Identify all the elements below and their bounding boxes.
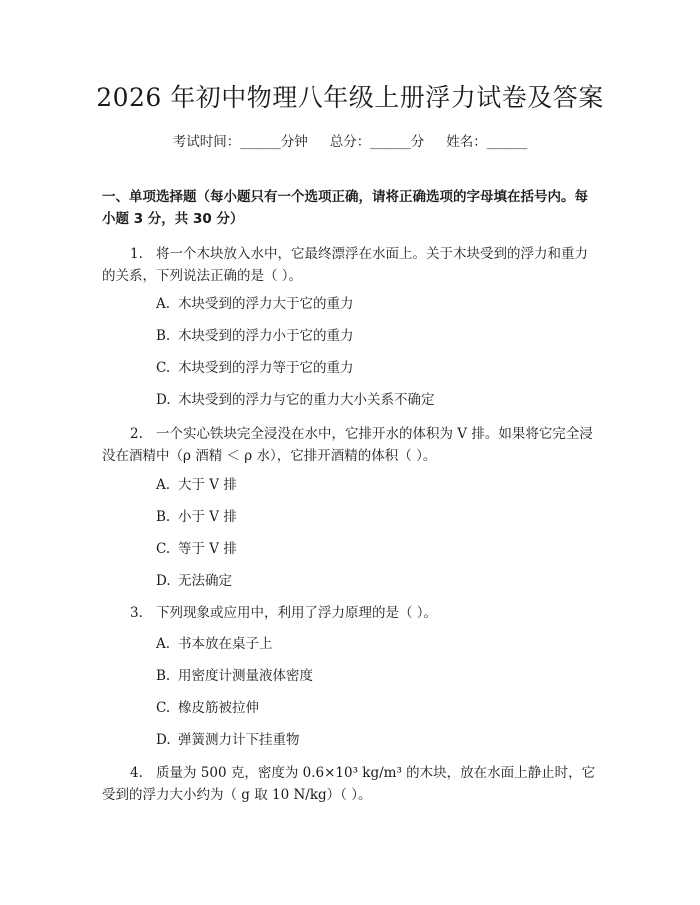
- question-2-option-d: [156, 571, 232, 591]
- question-3-option-b: [156, 666, 313, 686]
- question-1-option-d: [156, 390, 435, 410]
- exam-meta: [0, 132, 700, 152]
- question-2-option-a: [156, 475, 237, 495]
- question-1: [102, 243, 600, 287]
- total-score-field: 总分：______分: [329, 134, 425, 150]
- option-text: 弹簧测力计下挂重物: [178, 732, 300, 748]
- question-3-option-a: [156, 634, 273, 654]
- exam-time-field: 考试时间：______分钟: [172, 134, 308, 150]
- option-text: 木块受到的浮力等于它的重力: [178, 360, 354, 376]
- option-letter: A.: [156, 636, 171, 652]
- option-text: 橡皮筋被拉伸: [178, 700, 259, 716]
- question-2-option-b: [156, 507, 237, 527]
- question-text: 下列现象或应用中，利用了浮力原理的是（ ）。: [156, 605, 438, 621]
- question-2: [102, 423, 600, 467]
- option-letter: A.: [156, 296, 171, 312]
- option-letter: D.: [156, 732, 171, 748]
- option-letter: D.: [156, 573, 171, 589]
- student-name-field: 姓名：______: [446, 134, 528, 150]
- question-number: 4.: [130, 765, 143, 781]
- question-1-option-b: [156, 326, 354, 346]
- option-letter: D.: [156, 392, 171, 408]
- option-letter: C.: [156, 700, 171, 716]
- option-letter: B.: [156, 328, 171, 344]
- question-number: 2.: [130, 426, 143, 442]
- question-4: [102, 762, 600, 806]
- question-text: 将一个木块放入水中，它最终漂浮在水面上。关于木块受到的浮力和重力的关系，下列说法正确的是（ ）。: [102, 246, 588, 284]
- question-number: 1.: [130, 246, 143, 262]
- option-text: 小于 V 排: [178, 509, 237, 525]
- question-3: [102, 602, 600, 624]
- option-text: 用密度计测量液体密度: [178, 668, 313, 684]
- option-letter: C.: [156, 360, 171, 376]
- page-title: 2026 年初中物理八年级上册浮力试卷及答案: [96, 83, 604, 112]
- option-text: 书本放在桌子上: [178, 636, 273, 652]
- option-text: 木块受到的浮力大于它的重力: [178, 296, 354, 312]
- question-3-option-d: [156, 730, 300, 750]
- question-1-option-c: [156, 358, 354, 378]
- question-1-option-a: [156, 294, 354, 314]
- option-letter: B.: [156, 509, 171, 525]
- option-text: 大于 V 排: [178, 477, 237, 493]
- option-letter: A.: [156, 477, 171, 493]
- option-text: 木块受到的浮力与它的重力大小关系不确定: [178, 392, 435, 408]
- option-letter: B.: [156, 668, 171, 684]
- option-text: 等于 V 排: [178, 541, 237, 557]
- question-number: 3.: [130, 605, 143, 621]
- question-text: 质量为 500 克，密度为 0.6×10³ kg/m³ 的木块，放在水面上静止时，它受到的浮力大小约为（ g 取 10 N/kg）（ ）。: [102, 765, 596, 803]
- question-3-option-c: [156, 698, 259, 718]
- option-letter: C.: [156, 541, 171, 557]
- option-text: 无法确定: [178, 573, 232, 589]
- question-text: 一个实心铁块完全浸没在水中，它排开水的体积为 V 排。如果将它完全浸没在酒精中（ρ 酒精 ＜ ρ 水），它排开酒精的体积（ ）。: [102, 426, 593, 464]
- question-2-option-c: [156, 539, 237, 559]
- option-text: 木块受到的浮力小于它的重力: [178, 328, 354, 344]
- section-heading: 一、单项选择题（每小题只有一个选项正确，请将正确选项的字母填在括号内。每小题 3 分，共 30 分）: [102, 189, 588, 227]
